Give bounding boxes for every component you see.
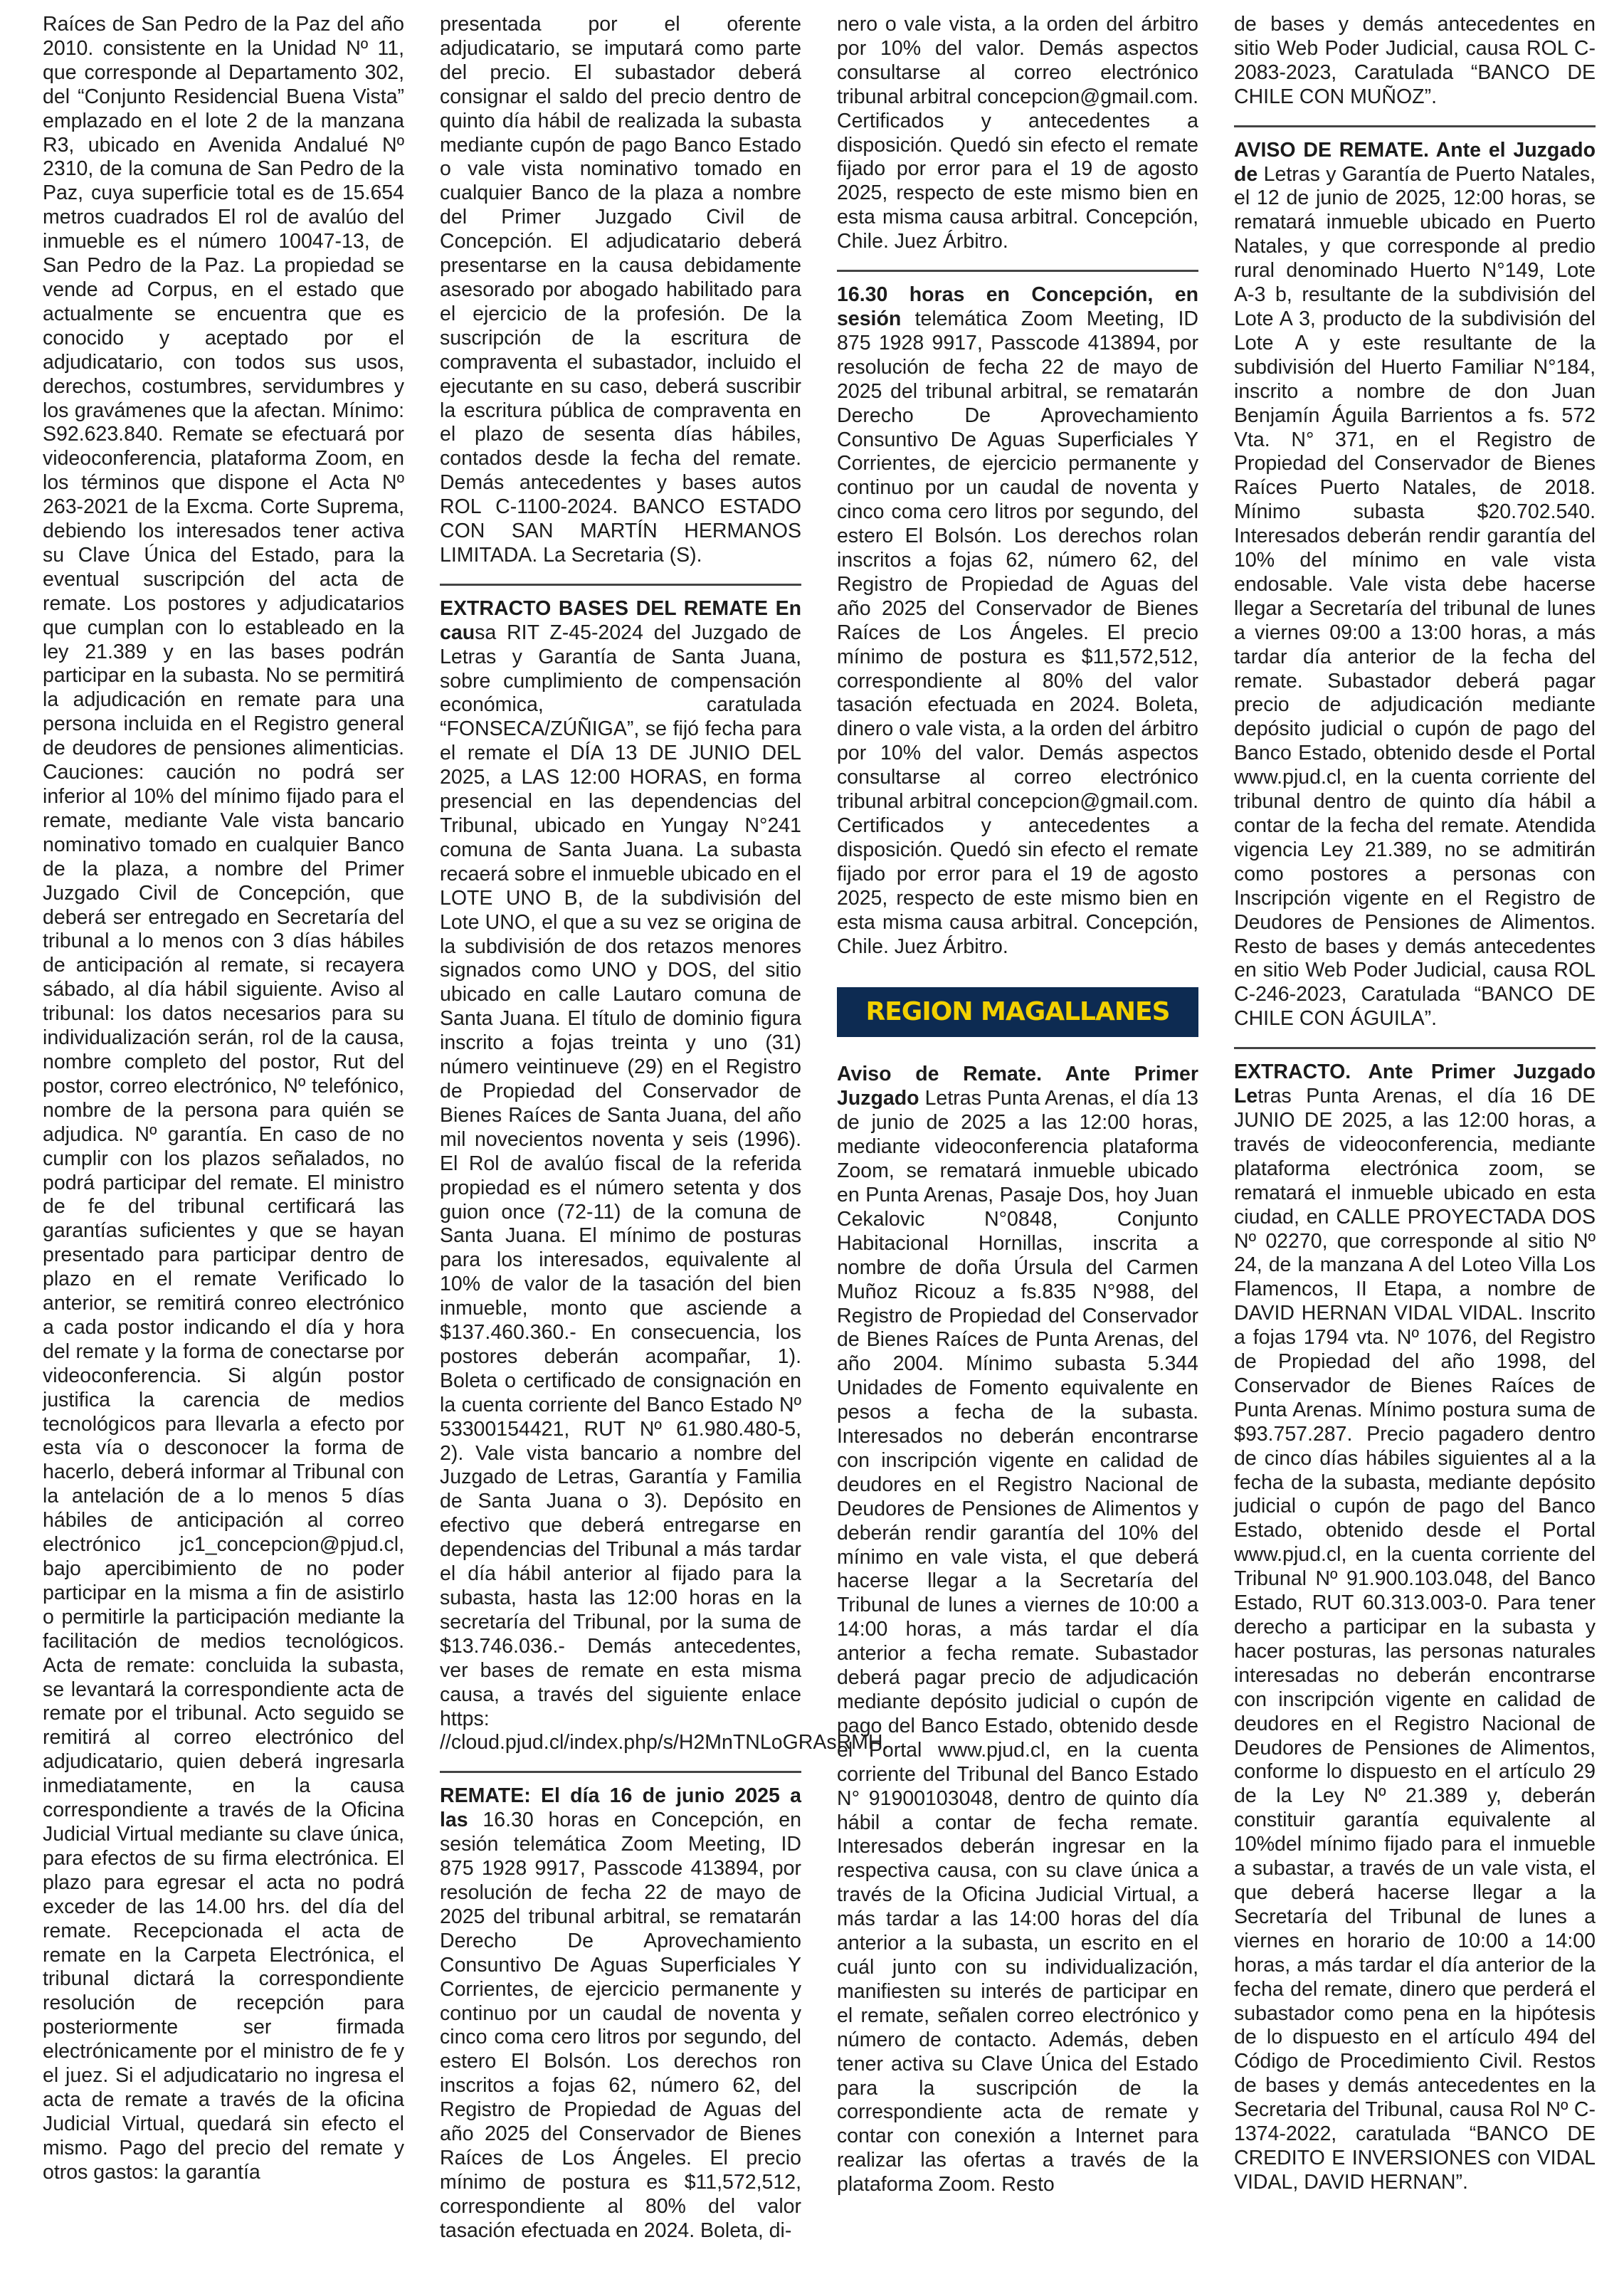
notice-remate-aguas	[440, 1784, 801, 2243]
column-4	[1234, 13, 1596, 2276]
notice-punta-arenas-remate	[837, 1063, 1198, 2197]
notice-separator	[440, 584, 801, 586]
region-title: REGION MAGALLANES	[865, 997, 1170, 1027]
notice-separator	[440, 1771, 801, 1773]
notice-separator	[1234, 1047, 1596, 1049]
notice-body: presentada por el oferente adjudicatario, se imputará como parte del precio. El subastador deberá consignar el saldo del precio dentro de quinto día hábil de realizada la subasta mediante cupón de pago Banco Estado o vale vista nominativo tomado en cualquier Banco de la plaza a nombre del Primer Juzgado Civil de Concepción. El adjudicatario deberá presentarse en la causa debidamente asesorado por abogado habilitado para el ejercicio de la profesión. De la suscripción de la escritura de compraventa el subastador, incluido el ejecutante en su caso, deberá suscribir la escritura pública de compraventa en el plazo de sesenta días hábiles, contados desde la fecha del remate. Demás antecedentes y bases autos ROL C-1100-2024. BANCO ESTADO CON SAN MARTÍN HERMANOS LIMITADA. La Secretaria (S).	[440, 13, 801, 567]
notice-heading: Aviso de Remate. Ante Primer Juzgado	[837, 1063, 1198, 1110]
notice-heading: AVISO DE REMATE. Ante el Juzgado de	[1234, 138, 1596, 186]
notice-concepcion-remate-continued	[43, 13, 404, 2185]
notice-separator	[1234, 125, 1596, 127]
notice-remate-aguas-repeat	[837, 283, 1198, 959]
notice-body: Letras Punta Arenas, el día 13 de junio de 2025 a las 12:00 horas, mediante videoconferencia plataforma Zoom, se rematará inmueble ubicado en Punta Arenas, Pasaje Dos, hoy Juan Cekalovic N°0848, Conjunto Habitacional Hornillas, inscrita a nombre de doña Úrsula del Carmen Muñoz Ricouz a fs.835 N°988, del Registro de Propiedad del Conservador de Bienes Raíces de Punta Arenas, del año 2004. Mínimo subasta 5.344 Unidades de Fomento equivalente en pesos a fecha de la subasta. Interesados no deberán encontrarse con inscripción vigente en calidad de deudores en el Registro Nacional de Deudores de Pensiones de Alimentos y deberán rendir garantía del 10% del mínimo en vale vista, el que deberá hacerse llegar a la Secretaría del Tribunal de lunes a viernes de 10:00 a 14:00 horas, a más tardar el día anterior a fecha remate. Subastador deberá pagar precio de adjudicación mediante depósito judicial o cupón de pago del Banco Estado, obtenido desde el Portal www.pjud.cl, en la cuenta corriente del Tribunal del Banco Estado N° 91900103048, dentro de quinto día hábil a contar de fecha remate. Interesados deberán ingresar en la respectiva causa, con su clave única a través de la Oficina Judicial Virtual, a más tardar a las 14:00 horas del día anterior a la subasta, un escrito en el cuál junto con su individualización, manifiesten su interés de participar en el remate, señalen correo electrónico y número de contacto. Además, deben tener activa su Clave Única del Estado para la suscripción de la correspondiente acta de remate y contar con conexión a Internet para realizar las ofertas a través de la plataforma Zoom. Resto	[837, 1087, 1198, 2196]
notice-punta-arenas-remate-end	[1234, 13, 1596, 110]
notice-remate-aguas-end	[837, 13, 1198, 254]
notice-separator	[837, 270, 1198, 272]
notice-extracto-santa-juana	[440, 596, 889, 1756]
column-1	[43, 13, 404, 2276]
notice-extracto-punta-arenas	[1234, 1061, 1596, 2195]
notice-puerto-natales-remate	[1234, 139, 1596, 1032]
column-2	[440, 13, 889, 2276]
notice-body: telemática Zoom Meeting, ID 875 1928 9917, Passcode 413894, por resolución de fecha 22 de mayo de 2025 del tribunal arbitral, se rematarán Derecho De Aprovechamiento Consuntivo De Aguas Superficiales Y Corrientes, de ejercicio permanente y continuo por un caudal de noventa y cinco coma cero litros por segundo, del estero El Bolsón. Los derechos rolan inscritos a fojas 62, número 62, del Registro de Propiedad de Aguas del año 2025 del Conservador de Bienes Raíces de Los Ángeles. El precio mínimo de postura es $11,572,512, correspondiente al 80% del valor tasación efectuada en 2024. Boleta, dinero o vale vista, a la orden del árbitro por 10% del valor. Demás aspectos consultarse al correo electrónico tribunal arbitral concepcion@gmail.com. Certificados y antecedentes a disposición. Quedó sin efecto el remate fijado por error para el 19 de agosto 2025, respecto de este mismo bien en esta misma causa arbitral. Concepción, Chile. Juez Árbitro.	[837, 307, 1198, 958]
notice-concepcion-remate-end	[440, 13, 801, 568]
notice-heading: REMATE: El día 16 de junio 2025 a las	[440, 1784, 801, 1832]
notice-body: nero o vale vista, a la orden del árbitro por 10% del valor. Demás aspectos consultarse al correo electrónico tribunal arbitral concepcion@gmail.com. Certificados y antecedentes a disposición. Quedó sin efecto el remate fijado por error para el 19 de agosto 2025, respecto de este mismo bien en esta misma causa arbitral. Concepción, Chile. Juez Árbitro.	[837, 13, 1198, 253]
notice-body: tras Punta Arenas, el día 16 DE JUNIO DE 2025, a las 12:00 horas, a través de videoconferencia, mediante plataforma electrónica zoom, se rematará el inmueble ubicado en esta ciudad, en CALLE PROYECTADA DOS Nº 02270, que corresponde al sitio Nº 24, de la manzana A del Loteo Villa Los Flamencos, II Etapa, a nombre de DAVID HERNAN VIDAL VIDAL. Inscrito a fojas 1794 vta. Nº 1076, del Registro de Propiedad del año 1998, del Conservador de Bienes Raíces de Punta Arenas. Mínimo postura suma de $93.757.287. Precio pagadero dentro de cinco días hábiles siguientes al a la fecha de la subasta, mediante depósito judicial o cupón de pago del Banco Estado, obtenido desde el Portal www.pjud.cl, en la cuenta corriente del Tribunal Nº 91.900.103.048, del Banco Estado, RUT 60.313.003-0. Para tener derecho a participar en la subasta y hacer posturas, las personas naturales interesadas no deberán encontrarse con inscripción vigente en calidad de deudores en el Registro Nacional de Deudores de Pensiones de Alimentos, conforme lo dispuesto en el artículo 29 de la Ley Nº 21.389 y, deberán constituir garantía equivalente al 10%del mínimo fijado para el inmueble a subastar, a través de un vale vista, el que deberá hacerse llegar a la Secretaría del Tribunal de lunes a viernes en horario de 10:00 a 14:00 horas, a más tardar el día anterior de la fecha del remate, dinero que perderá el subastador como pena en la hipótesis de lo dispuesto en el artículo 494 del Código de Procedimiento Civil. Restos de bases y demás antecedentes en la Secretaria del Tribunal, causa Rol Nº C-1374-2022, caratulada “BANCO DE CREDITO E INVERSIONES con VIDAL VIDAL, DAVID HERNAN”.	[1234, 1085, 1596, 2194]
notice-body: 16.30 horas en Concepción, en sesión telemática Zoom Meeting, ID 875 1928 9917, Passcode 413894, por resolución de fecha 22 de mayo de 2025 del tribunal arbitral, se rematarán Derecho De Aprovechamiento Consuntivo De Aguas Superficiales Y Corrientes, de ejercicio permanente y continuo por un caudal de noventa y cinco coma cero litros por segundo, del estero El Bolsón. Los derechos ron inscritos a fojas 62, número 62, del Registro de Propiedad de Aguas del año 2025 del Conservador de Bienes Raíces de Los Ángeles. El precio mínimo de postura es $11,572,512, correspondiente al 80% del valor tasación efectuada en 2024. Boleta, di-	[440, 1809, 801, 2242]
notice-body: Raíces de San Pedro de la Paz del año 2010. consistente en la Unidad Nº 11, que corresponde al Departamento 302, del “Conjunto Residencial Buena Vista” emplazado en el lote 2 de la manzana R3, ubicado en Avenida Andalué Nº 2310, de la comuna de San Pedro de la Paz, cuya superficie total es de 15.654 metros cuadrados El rol de avalúo del inmueble es el número 10047-13, de San Pedro de la Paz. La propiedad se vende ad Corpus, en el estado que actualmente se encuentra que es conocido y aceptado por el adjudicatario, con todos sus usos, derechos, costumbres, servidumbres y los gravámenes que la afectan. Mínimo: S92.623.840. Remate se efectuará por videoconferencia, plataforma Zoom, en los términos que dispone el Acta Nº 263-2021 de la Excma. Corte Suprema, debiendo los interesados tener activa su Clave Única del Estado, para la eventual suscripción del acta de remate. Los postores y adjudicatarios que cumplan con lo estableado en la ley 21.389 y en las bases podrán participar en la subasta. No se permitirá la adjudicación en remate para una persona incluida en el Registro general de deudores de pensiones alimenticias. Cauciones: caución no podrá ser inferior al 10% del mínimo fijado para el remate, mediante Vale vista bancario nominativo tomado en cualquier Banco de la plaza, a nombre del Primer Juzgado Civil de Concepción, que deberá ser entregado en Secretaría del tribunal a lo menos con 3 días hábiles de anticipación al remate, si recayera sábado, al día hábil siguiente. Aviso al tribunal: los datos necesarios para su individualización serán, rol de la causa, nombre completo del postor, Rut del postor, correo electrónico, Nº telefónico, nombre de la persona para quién se adjudica. Nº garantía. En caso de no cumplir con los plazos señalados, no podrá participar del remate. El ministro de fe del tribunal certificará las garantías suficientes y que se hayan presentado para participar dentro de plazo en el remate Verificado lo anterior, se remitirá conreo electrónico a cada postor indicando el día y hora del remate y la forma de conectarse por videoconferencia. Si algún postor justifica la carencia de medios tecnológicos para llevarla a efecto por esta vía o desconocer la forma de hacerlo, deberá informar al Tribunal con la antelación de a lo menos 5 días hábiles de anticipación al correo electrónico jc1_concepcion@pjud.cl, bajo apercibimiento de no poder participar en la misma a fin de asistirlo o permitirle la participación mediante la facilitación de medios tecnológicos. Acta de remate: concluida la subasta, se levantará la correspondiente acta de remate por el tribunal. Acto seguido se remitirá al correo electrónico del adjudicatario, quien deberá ingresarla inmediatamente, en la causa correspondiente a través de la Oficina Judicial Virtual mediante su clave única, para efectos de su firma electrónica. El plazo para egresar el acta no podrá exceder de las 14.00 hrs. del día del remate. Recepcionada el acta de remate en la Carpeta Electrónica, el tribunal dictará la correspondiente resolución de recepción para posteriormente ser firmada electrónicamente por el ministro de fe y el juez. Si el adjudicatario no ingresa el acta de remate a través de la oficina Judicial Virtual, quedará sin efecto el mismo. Pago del precio del remate y otros gastos: la garantía	[43, 13, 404, 2184]
notice-body: de bases y demás antecedentes en sitio Web Poder Judicial, causa ROL C-2083-2023, Caratulada “BANCO DE CHILE CON MUÑOZ”.	[1234, 13, 1596, 108]
region-banner	[837, 987, 1198, 1037]
notice-heading: 16.30 horas en Concepción, en sesión	[837, 283, 1198, 330]
notice-heading: EXTRACTO. Ante Primer Juzgado Le	[1234, 1061, 1596, 1108]
column-3	[837, 13, 1198, 2276]
newspaper-page	[43, 13, 1596, 2276]
notice-heading: EXTRACTO BASES DEL REMATE En cau	[440, 596, 801, 644]
notice-body: sa RIT Z-45-2024 del Juzgado de Letras y Garantía de Santa Juana, sobre cumplimiento de compensación económica, caratulada “FONSECA/ZÚÑIGA”, se fijó fecha para el remate el DÍA 13 DE JUNIO DEL 2025, a LAS 12:00 HORAS, en forma presencial en las dependencias del Tribunal, ubicado en Yungay N°241 comuna de Santa Juana. La subasta recaerá sobre el inmueble ubicado en el LOTE UNO B, de la subdivisión del Lote UNO, el que a su vez se origina de la subdivisión de dos retazos menores signados como UNO y DOS, del sitio ubicado en calle Lautaro comuna de Santa Juana. El título de dominio figura inscrito a fojas treinta y uno (31) número veintinueve (29) en el Registro de Propiedad del Conservador de Bienes Raíces de Santa Juana, del año mil novecientos noventa y seis (1996). El Rol de avalúo fiscal de la referida propiedad es el número setenta y dos guion once (72-11) de la comuna de Santa Juana. El mínimo de posturas para los interesados, equivalente al 10% de valor de la tasación del bien inmueble, monto que asciende a $137.460.360.- En consecuencia, los postores deberán acompañar, 1). Boleta o certificado de consignación en la cuenta corriente del Banco Estado Nº 53300154421, RUT Nº 61.980.480-5, 2). Vale vista bancario a nombre del Juzgado de Letras, Garantía y Familia de Santa Juana o 3). Depósito en efectivo que deberá entregarse en dependencias del Tribunal a más tardar el día hábil anterior al fijado para la subasta, hasta las 12:00 horas en la secretaría del Tribunal, por la suma de $13.746.036.- Demás antecedentes, ver bases de remate en esta misma causa, a través del siguiente enlace https: //cloud.pjud.cl/index.php/s/H2MnTNLoGRAsRMH.	[440, 621, 889, 1754]
notice-body: Letras y Garantía de Puerto Natales, el 12 de junio de 2025, 12:00 horas, se rematará inmueble ubicado en Puerto Natales, y que corresponde al predio rural denominado Huerto N°149, Lote A-3 b, resultante de la subdivisión del Lote A 3, producto de la subdivisión del Lote A y este resultante de la subdivisión del Huerto Familiar N°184, inscrito a nombre de don Juan Benjamín Águila Barrientos a fs. 572 Vta. N° 371, en el Registro de Propiedad del Conservador de Bienes Raíces Puerto Natales, de 2018. Mínimo subasta $20.702.540. Interesados deberán rendir garantía del 10% del mínimo en vale vista endosable. Vale vista debe hacerse llegar a Secretaría del tribunal de lunes a viernes 09:00 a 13:00 horas, a más tardar día anterior de la fecha del remate. Subastador deberá pagar precio de adjudicación mediante depósito judicial o cupón de pago del Banco Estado, obtenido desde el Portal www.pjud.cl, en la cuenta corriente del tribunal dentro de quinto día hábil a contar de la fecha del remate. Atendida vigencia Ley 21.389, no se admitirán como postores a personas con Inscripción vigente en el Registro de Deudores de Pensiones de Alimentos. Resto de bases y demás antecedentes en sitio Web Poder Judicial, causa ROL C-246-2023, Caratulada “BANCO DE CHILE CON ÁGUILA”.	[1234, 162, 1596, 1031]
